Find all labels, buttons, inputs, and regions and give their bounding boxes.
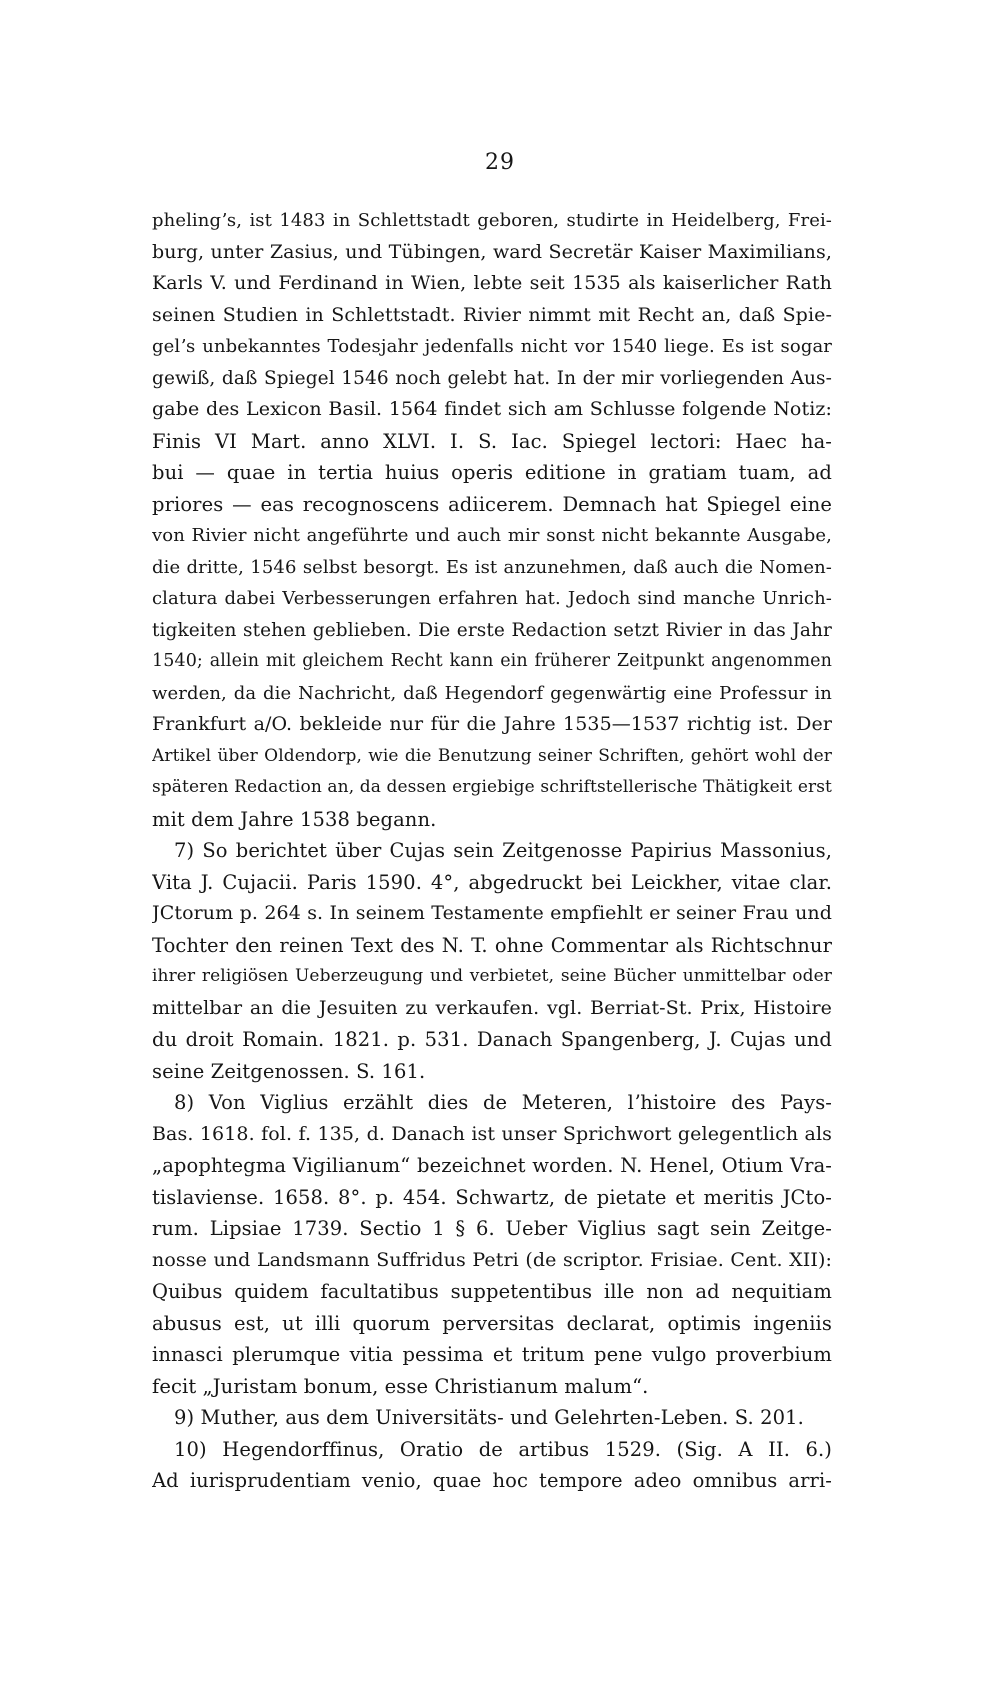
text-line: seinen Studien in Schlettstadt. Rivier nimmt mit Recht an, daß Spie-: [152, 303, 832, 326]
text-line: Ad iurisprudentiam venio, quae hoc tempore adeo omnibus arri-: [152, 1469, 832, 1492]
text-line: gelʼs unbekanntes Todesjahr jedenfalls nicht vor 1540 liege. Es ist sogar: [152, 336, 832, 357]
text-line: „apophtegma Vigilianum“ bezeichnet worden. N. Henel, Otium Vra-: [152, 1154, 832, 1177]
text-line: fecit „Juristam bonum, esse Christianum malum“.: [152, 1374, 649, 1398]
text-line: gabe des Lexicon Basil. 1564 findet sich am Schlusse folgende Notiz:: [152, 398, 832, 420]
text-line: 9) Muther, aus dem Universitäts- und Gelehrten-Leben. S. 201.: [174, 1406, 804, 1429]
text-line: burg, unter Zasius, und Tübingen, ward Secretär Kaiser Maximilians,: [152, 240, 832, 263]
text-line: clatura dabei Verbesserungen erfahren hat. Jedoch sind manche Unrich-: [152, 588, 832, 609]
text-line: Quibus quidem facultatibus suppetentibus ille non ad nequitiam: [152, 1280, 832, 1303]
text-line: 7) So berichtet über Cujas sein Zeitgenosse Papirius Massonius,: [174, 839, 832, 862]
text-line: Vita J. Cujacii. Paris 1590. 4°, abgedruckt bei Leickher, vitae clar.: [152, 870, 832, 894]
text-line: 10) Hegendorffinus, Oratio de artibus 1529. (Sig. A II. 6.): [174, 1437, 832, 1461]
text-line: rum. Lipsiae 1739. Sectio 1 § 6. Ueber Viglius sagt sein Zeitge-: [152, 1217, 832, 1240]
text-line: Bas. 1618. fol. f. 135, d. Danach ist unser Sprichwort gelegentlich als: [152, 1122, 832, 1145]
text-line: tigkeiten stehen geblieben. Die erste Redaction setzt Rivier in das Jahr: [152, 619, 832, 641]
text-line: späteren Redaction an, da dessen ergiebige schriftstellerische Thätigkeit erst: [152, 777, 832, 797]
text-line: ihrer religiösen Ueberzeugung und verbietet, seine Bücher unmittelbar oder: [152, 966, 832, 986]
text-line: nosse und Landsmann Suffridus Petri (de scriptor. Frisiae. Cent. XII):: [152, 1248, 832, 1271]
text-line: werden, da die Nachricht, daß Hegendorf gegenwärtig eine Professur in: [152, 682, 832, 704]
text-line: innasci plerumque vitia pessima et tritum pene vulgo proverbium: [152, 1343, 832, 1366]
text-line: mit dem Jahre 1538 begann.: [152, 807, 437, 831]
text-line: die dritte, 1546 selbst besorgt. Es ist anzunehmen, daß auch die Nomen-: [152, 556, 832, 578]
text-line: von Rivier nicht angeführte und auch mir sonst nicht bekannte Ausgabe,: [152, 525, 832, 546]
text-line: 1540; allein mit gleichem Recht kann ein früherer Zeitpunkt angenommen: [152, 651, 832, 671]
text-line: bui — quae in tertia huius operis editione in gratiam tuam, ad: [152, 461, 832, 484]
text-line: Finis VI Mart. anno XLVI. I. S. Iac. Spiegel lectori: Haec ha-: [152, 429, 832, 453]
text-line: gewiß, daß Spiegel 1546 noch gelebt hat. In der mir vorliegenden Aus-: [152, 367, 832, 389]
text-line: du droit Romain. 1821. p. 531. Danach Spangenberg, J. Cujas und: [152, 1028, 832, 1051]
text-line: mittelbar an die Jesuiten zu verkaufen. vgl. Berriat-St. Prix, Histoire: [152, 996, 832, 1019]
page-number: 29: [485, 150, 515, 175]
text-line: 8) Von Viglius erzählt dies de Meteren, lʼhistoire des Pays-: [174, 1091, 832, 1114]
text-line: priores — eas recognoscens adiicerem. Demnach hat Spiegel eine: [152, 492, 832, 516]
text-line: abusus est, ut illi quorum perversitas declarat, optimis ingeniis: [152, 1311, 832, 1335]
text-line: tislaviense. 1658. 8°. p. 454. Schwartz, de pietate et meritis JCto-: [152, 1185, 832, 1209]
text-line: Karls V. und Ferdinand in Wien, lebte seit 1535 als kaiserlicher Rath: [152, 272, 832, 294]
body-text: [152, 205, 832, 1497]
text-line: phelingʼs, ist 1483 in Schlettstadt geboren, studirte in Heidelberg, Frei-: [152, 210, 832, 231]
text-line: Artikel über Oldendorp, wie die Benutzung seiner Schriften, gehört wohl der: [152, 745, 832, 766]
text-line: JCtorum p. 264 s. In seinem Testamente empfiehlt er seiner Frau und: [152, 902, 832, 924]
text-line: Tochter den reinen Text des N. T. ohne Commentar als Richtschnur: [152, 933, 832, 957]
text-line: Frankfurt a/O. bekleide nur für die Jahre 1535—1537 richtig ist. Der: [152, 713, 832, 735]
text-line: seine Zeitgenossen. S. 161.: [152, 1059, 426, 1083]
